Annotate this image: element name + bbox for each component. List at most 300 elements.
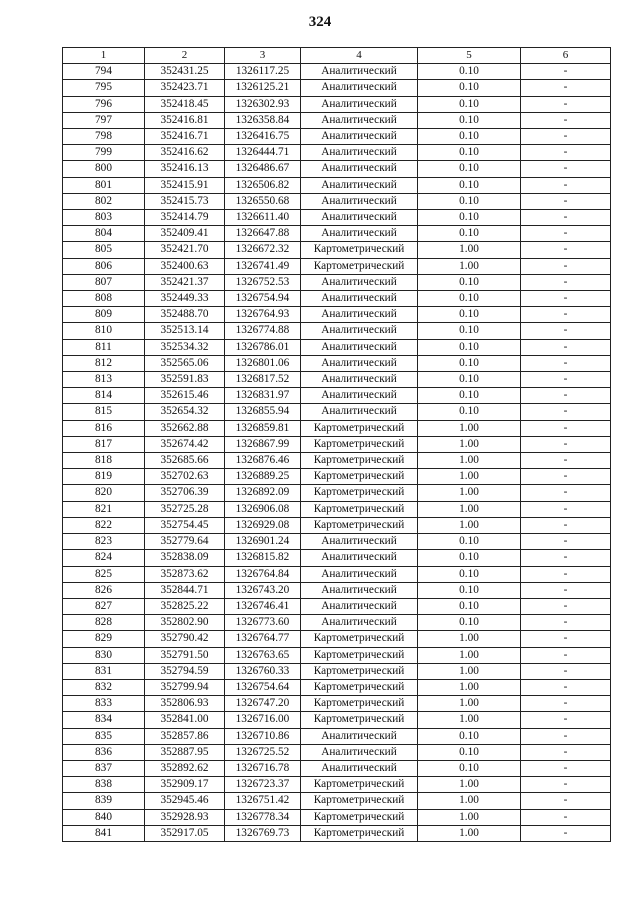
note-cell: -: [521, 534, 611, 550]
table-row: [63, 177, 611, 193]
note-cell: -: [521, 631, 611, 647]
y-coordinate-cell: 1326892.09: [225, 485, 301, 501]
table-row: [63, 210, 611, 226]
accuracy-cell: 0.10: [418, 598, 521, 614]
x-coordinate-cell: 352423.71: [145, 80, 225, 96]
accuracy-cell: 0.10: [418, 355, 521, 371]
method-cell: Картометрический: [301, 809, 418, 825]
point-number-cell: 795: [63, 80, 145, 96]
accuracy-cell: 0.10: [418, 145, 521, 161]
table-row: [63, 436, 611, 452]
point-number-cell: 797: [63, 112, 145, 128]
point-number-cell: 799: [63, 145, 145, 161]
table-row: [63, 550, 611, 566]
method-cell: Аналитический: [301, 760, 418, 776]
point-number-cell: 834: [63, 712, 145, 728]
note-cell: -: [521, 696, 611, 712]
note-cell: -: [521, 404, 611, 420]
accuracy-cell: 0.10: [418, 388, 521, 404]
table-row: [63, 193, 611, 209]
method-cell: Аналитический: [301, 64, 418, 80]
method-cell: Картометрический: [301, 696, 418, 712]
point-number-cell: 813: [63, 372, 145, 388]
y-coordinate-cell: 1326746.41: [225, 598, 301, 614]
method-cell: Аналитический: [301, 550, 418, 566]
y-coordinate-cell: 1326747.20: [225, 696, 301, 712]
table-row: [63, 274, 611, 290]
method-cell: Аналитический: [301, 210, 418, 226]
y-coordinate-cell: 1326647.88: [225, 226, 301, 242]
note-cell: -: [521, 323, 611, 339]
accuracy-cell: 1.00: [418, 517, 521, 533]
y-coordinate-cell: 1326764.93: [225, 307, 301, 323]
table-row: [63, 712, 611, 728]
header-row: [63, 48, 611, 64]
table-row: [63, 501, 611, 517]
y-coordinate-cell: 1326741.49: [225, 258, 301, 274]
x-coordinate-cell: 352488.70: [145, 307, 225, 323]
note-cell: -: [521, 372, 611, 388]
accuracy-cell: 1.00: [418, 436, 521, 452]
note-cell: -: [521, 112, 611, 128]
accuracy-cell: 0.10: [418, 112, 521, 128]
method-cell: Аналитический: [301, 96, 418, 112]
method-cell: Аналитический: [301, 161, 418, 177]
y-coordinate-cell: 1326764.84: [225, 566, 301, 582]
table-row: [63, 825, 611, 841]
x-coordinate-cell: 352791.50: [145, 647, 225, 663]
note-cell: -: [521, 663, 611, 679]
point-number-cell: 835: [63, 728, 145, 744]
accuracy-cell: 0.10: [418, 323, 521, 339]
y-coordinate-cell: 1326859.81: [225, 420, 301, 436]
table-row: [63, 355, 611, 371]
table-row: [63, 631, 611, 647]
accuracy-cell: 0.10: [418, 339, 521, 355]
y-coordinate-cell: 1326876.46: [225, 453, 301, 469]
point-number-cell: 829: [63, 631, 145, 647]
method-cell: Аналитический: [301, 534, 418, 550]
accuracy-cell: 1.00: [418, 777, 521, 793]
point-number-cell: 821: [63, 501, 145, 517]
x-coordinate-cell: 352615.46: [145, 388, 225, 404]
x-coordinate-cell: 352415.91: [145, 177, 225, 193]
point-number-cell: 826: [63, 582, 145, 598]
note-cell: -: [521, 177, 611, 193]
coordinates-table: [62, 47, 611, 842]
accuracy-cell: 1.00: [418, 809, 521, 825]
accuracy-cell: 0.10: [418, 534, 521, 550]
accuracy-cell: 0.10: [418, 404, 521, 420]
accuracy-cell: 1.00: [418, 258, 521, 274]
point-number-cell: 807: [63, 274, 145, 290]
point-number-cell: 810: [63, 323, 145, 339]
point-number-cell: 832: [63, 679, 145, 695]
method-cell: Картометрический: [301, 647, 418, 663]
accuracy-cell: 0.10: [418, 550, 521, 566]
method-cell: Аналитический: [301, 615, 418, 631]
method-cell: Аналитический: [301, 112, 418, 128]
x-coordinate-cell: 352534.32: [145, 339, 225, 355]
note-cell: -: [521, 291, 611, 307]
x-coordinate-cell: 352892.62: [145, 760, 225, 776]
x-coordinate-cell: 352674.42: [145, 436, 225, 452]
method-cell: Картометрический: [301, 631, 418, 647]
point-number-cell: 801: [63, 177, 145, 193]
accuracy-cell: 0.10: [418, 291, 521, 307]
accuracy-cell: 1.00: [418, 242, 521, 258]
x-coordinate-cell: 352421.37: [145, 274, 225, 290]
method-cell: Картометрический: [301, 793, 418, 809]
y-coordinate-cell: 1326769.73: [225, 825, 301, 841]
table-row: [63, 647, 611, 663]
method-cell: Аналитический: [301, 80, 418, 96]
note-cell: -: [521, 793, 611, 809]
accuracy-cell: 0.10: [418, 760, 521, 776]
method-cell: Картометрический: [301, 436, 418, 452]
accuracy-cell: 1.00: [418, 647, 521, 663]
y-coordinate-cell: 1326486.67: [225, 161, 301, 177]
table-row: [63, 404, 611, 420]
table-row: [63, 129, 611, 145]
x-coordinate-cell: 352565.06: [145, 355, 225, 371]
y-coordinate-cell: 1326867.99: [225, 436, 301, 452]
y-coordinate-cell: 1326444.71: [225, 145, 301, 161]
y-coordinate-cell: 1326550.68: [225, 193, 301, 209]
x-coordinate-cell: 352779.64: [145, 534, 225, 550]
accuracy-cell: 1.00: [418, 712, 521, 728]
method-cell: Аналитический: [301, 582, 418, 598]
point-number-cell: 798: [63, 129, 145, 145]
note-cell: -: [521, 744, 611, 760]
method-cell: Аналитический: [301, 291, 418, 307]
accuracy-cell: 0.10: [418, 274, 521, 290]
accuracy-cell: 1.00: [418, 663, 521, 679]
point-number-cell: 840: [63, 809, 145, 825]
x-coordinate-cell: 352591.83: [145, 372, 225, 388]
accuracy-cell: 0.10: [418, 96, 521, 112]
x-coordinate-cell: 352802.90: [145, 615, 225, 631]
accuracy-cell: 1.00: [418, 696, 521, 712]
y-coordinate-cell: 1326725.52: [225, 744, 301, 760]
point-number-cell: 823: [63, 534, 145, 550]
method-cell: Картометрический: [301, 777, 418, 793]
y-coordinate-cell: 1326906.08: [225, 501, 301, 517]
method-cell: Аналитический: [301, 566, 418, 582]
y-coordinate-cell: 1326773.60: [225, 615, 301, 631]
y-coordinate-cell: 1326723.37: [225, 777, 301, 793]
y-coordinate-cell: 1326817.52: [225, 372, 301, 388]
x-coordinate-cell: 352431.25: [145, 64, 225, 80]
x-coordinate-cell: 352928.93: [145, 809, 225, 825]
x-coordinate-cell: 352702.63: [145, 469, 225, 485]
note-cell: -: [521, 226, 611, 242]
x-coordinate-cell: 352685.66: [145, 453, 225, 469]
table-body: [63, 64, 611, 842]
method-cell: Аналитический: [301, 226, 418, 242]
x-coordinate-cell: 352662.88: [145, 420, 225, 436]
y-coordinate-cell: 1326929.08: [225, 517, 301, 533]
accuracy-cell: 0.10: [418, 728, 521, 744]
x-coordinate-cell: 352654.32: [145, 404, 225, 420]
point-number-cell: 817: [63, 436, 145, 452]
note-cell: -: [521, 598, 611, 614]
note-cell: -: [521, 242, 611, 258]
point-number-cell: 836: [63, 744, 145, 760]
x-coordinate-cell: 352409.41: [145, 226, 225, 242]
note-cell: -: [521, 339, 611, 355]
accuracy-cell: 0.10: [418, 161, 521, 177]
accuracy-cell: 0.10: [418, 582, 521, 598]
method-cell: Аналитический: [301, 307, 418, 323]
point-number-cell: 841: [63, 825, 145, 841]
note-cell: -: [521, 129, 611, 145]
y-coordinate-cell: 1326751.42: [225, 793, 301, 809]
x-coordinate-cell: 352416.13: [145, 161, 225, 177]
note-cell: -: [521, 550, 611, 566]
column-header-6: 6: [521, 48, 611, 64]
table-row: [63, 485, 611, 501]
y-coordinate-cell: 1326416.75: [225, 129, 301, 145]
page-number: 324: [308, 14, 332, 30]
note-cell: -: [521, 64, 611, 80]
x-coordinate-cell: 352418.45: [145, 96, 225, 112]
column-header-4: 4: [301, 48, 418, 64]
accuracy-cell: 0.10: [418, 129, 521, 145]
x-coordinate-cell: 352400.63: [145, 258, 225, 274]
x-coordinate-cell: 352754.45: [145, 517, 225, 533]
table-row: [63, 80, 611, 96]
note-cell: -: [521, 485, 611, 501]
table-row: [63, 388, 611, 404]
table-row: [63, 696, 611, 712]
y-coordinate-cell: 1326831.97: [225, 388, 301, 404]
note-cell: -: [521, 582, 611, 598]
accuracy-cell: 1.00: [418, 793, 521, 809]
note-cell: -: [521, 777, 611, 793]
table-row: [63, 582, 611, 598]
method-cell: Аналитический: [301, 372, 418, 388]
point-number-cell: 809: [63, 307, 145, 323]
method-cell: Картометрический: [301, 517, 418, 533]
x-coordinate-cell: 352421.70: [145, 242, 225, 258]
x-coordinate-cell: 352725.28: [145, 501, 225, 517]
note-cell: -: [521, 809, 611, 825]
y-coordinate-cell: 1326801.06: [225, 355, 301, 371]
x-coordinate-cell: 352945.46: [145, 793, 225, 809]
point-number-cell: 831: [63, 663, 145, 679]
accuracy-cell: 1.00: [418, 453, 521, 469]
x-coordinate-cell: 352416.81: [145, 112, 225, 128]
accuracy-cell: 0.10: [418, 566, 521, 582]
note-cell: -: [521, 307, 611, 323]
note-cell: -: [521, 436, 611, 452]
note-cell: -: [521, 825, 611, 841]
method-cell: Картометрический: [301, 420, 418, 436]
point-number-cell: 839: [63, 793, 145, 809]
y-coordinate-cell: 1326611.40: [225, 210, 301, 226]
y-coordinate-cell: 1326855.94: [225, 404, 301, 420]
table-row: [63, 517, 611, 533]
note-cell: -: [521, 258, 611, 274]
point-number-cell: 828: [63, 615, 145, 631]
point-number-cell: 800: [63, 161, 145, 177]
note-cell: -: [521, 453, 611, 469]
y-coordinate-cell: 1326752.53: [225, 274, 301, 290]
point-number-cell: 794: [63, 64, 145, 80]
accuracy-cell: 0.10: [418, 64, 521, 80]
y-coordinate-cell: 1326672.32: [225, 242, 301, 258]
x-coordinate-cell: 352799.94: [145, 679, 225, 695]
method-cell: Аналитический: [301, 355, 418, 371]
accuracy-cell: 0.10: [418, 210, 521, 226]
point-number-cell: 820: [63, 485, 145, 501]
point-number-cell: 814: [63, 388, 145, 404]
note-cell: -: [521, 760, 611, 776]
accuracy-cell: 0.10: [418, 177, 521, 193]
method-cell: Аналитический: [301, 274, 418, 290]
y-coordinate-cell: 1326778.34: [225, 809, 301, 825]
table-row: [63, 161, 611, 177]
note-cell: -: [521, 712, 611, 728]
table-row: [63, 566, 611, 582]
table-row: [63, 96, 611, 112]
method-cell: Аналитический: [301, 145, 418, 161]
note-cell: -: [521, 615, 611, 631]
accuracy-cell: 1.00: [418, 469, 521, 485]
method-cell: Картометрический: [301, 663, 418, 679]
accuracy-cell: 1.00: [418, 679, 521, 695]
x-coordinate-cell: 352416.71: [145, 129, 225, 145]
y-coordinate-cell: 1326302.93: [225, 96, 301, 112]
y-coordinate-cell: 1326764.77: [225, 631, 301, 647]
point-number-cell: 808: [63, 291, 145, 307]
note-cell: -: [521, 355, 611, 371]
point-number-cell: 805: [63, 242, 145, 258]
x-coordinate-cell: 352414.79: [145, 210, 225, 226]
x-coordinate-cell: 352415.73: [145, 193, 225, 209]
accuracy-cell: 1.00: [418, 631, 521, 647]
table-row: [63, 242, 611, 258]
x-coordinate-cell: 352706.39: [145, 485, 225, 501]
y-coordinate-cell: 1326506.82: [225, 177, 301, 193]
x-coordinate-cell: 352449.33: [145, 291, 225, 307]
method-cell: Аналитический: [301, 728, 418, 744]
x-coordinate-cell: 352917.05: [145, 825, 225, 841]
note-cell: -: [521, 501, 611, 517]
method-cell: Картометрический: [301, 469, 418, 485]
accuracy-cell: 0.10: [418, 80, 521, 96]
note-cell: -: [521, 210, 611, 226]
accuracy-cell: 1.00: [418, 485, 521, 501]
y-coordinate-cell: 1326754.94: [225, 291, 301, 307]
table-row: [63, 226, 611, 242]
y-coordinate-cell: 1326786.01: [225, 339, 301, 355]
point-number-cell: 812: [63, 355, 145, 371]
method-cell: Аналитический: [301, 598, 418, 614]
y-coordinate-cell: 1326743.20: [225, 582, 301, 598]
table-row: [63, 777, 611, 793]
x-coordinate-cell: 352806.93: [145, 696, 225, 712]
point-number-cell: 804: [63, 226, 145, 242]
y-coordinate-cell: 1326716.00: [225, 712, 301, 728]
method-cell: Аналитический: [301, 323, 418, 339]
method-cell: Картометрический: [301, 712, 418, 728]
table-row: [63, 679, 611, 695]
y-coordinate-cell: 1326774.88: [225, 323, 301, 339]
x-coordinate-cell: 352909.17: [145, 777, 225, 793]
table-row: [63, 307, 611, 323]
method-cell: Аналитический: [301, 339, 418, 355]
table-row: [63, 615, 611, 631]
method-cell: Картометрический: [301, 679, 418, 695]
note-cell: -: [521, 566, 611, 582]
table-row: [63, 469, 611, 485]
table-row: [63, 420, 611, 436]
y-coordinate-cell: 1326815.82: [225, 550, 301, 566]
table-row: [63, 728, 611, 744]
y-coordinate-cell: 1326763.65: [225, 647, 301, 663]
column-header-2: 2: [145, 48, 225, 64]
y-coordinate-cell: 1326125.21: [225, 80, 301, 96]
accuracy-cell: 0.10: [418, 307, 521, 323]
x-coordinate-cell: 352825.22: [145, 598, 225, 614]
x-coordinate-cell: 352873.62: [145, 566, 225, 582]
table-row: [63, 372, 611, 388]
y-coordinate-cell: 1326358.84: [225, 112, 301, 128]
method-cell: Картометрический: [301, 825, 418, 841]
table-row: [63, 744, 611, 760]
point-number-cell: 815: [63, 404, 145, 420]
note-cell: -: [521, 161, 611, 177]
table-row: [63, 339, 611, 355]
note-cell: -: [521, 145, 611, 161]
accuracy-cell: 0.10: [418, 193, 521, 209]
table-row: [63, 64, 611, 80]
note-cell: -: [521, 193, 611, 209]
table-row: [63, 760, 611, 776]
method-cell: Аналитический: [301, 744, 418, 760]
accuracy-cell: 0.10: [418, 744, 521, 760]
x-coordinate-cell: 352844.71: [145, 582, 225, 598]
y-coordinate-cell: 1326716.78: [225, 760, 301, 776]
table-row: [63, 453, 611, 469]
note-cell: -: [521, 469, 611, 485]
y-coordinate-cell: 1326754.64: [225, 679, 301, 695]
note-cell: -: [521, 517, 611, 533]
point-number-cell: 838: [63, 777, 145, 793]
x-coordinate-cell: 352513.14: [145, 323, 225, 339]
accuracy-cell: 1.00: [418, 501, 521, 517]
y-coordinate-cell: 1326760.33: [225, 663, 301, 679]
column-header-3: 3: [225, 48, 301, 64]
table-row: [63, 663, 611, 679]
note-cell: -: [521, 728, 611, 744]
column-header-1: 1: [63, 48, 145, 64]
point-number-cell: 833: [63, 696, 145, 712]
point-number-cell: 816: [63, 420, 145, 436]
table-row: [63, 291, 611, 307]
point-number-cell: 837: [63, 760, 145, 776]
method-cell: Картометрический: [301, 485, 418, 501]
point-number-cell: 822: [63, 517, 145, 533]
point-number-cell: 830: [63, 647, 145, 663]
point-number-cell: 803: [63, 210, 145, 226]
point-number-cell: 824: [63, 550, 145, 566]
accuracy-cell: 0.10: [418, 226, 521, 242]
method-cell: Аналитический: [301, 388, 418, 404]
y-coordinate-cell: 1326901.24: [225, 534, 301, 550]
